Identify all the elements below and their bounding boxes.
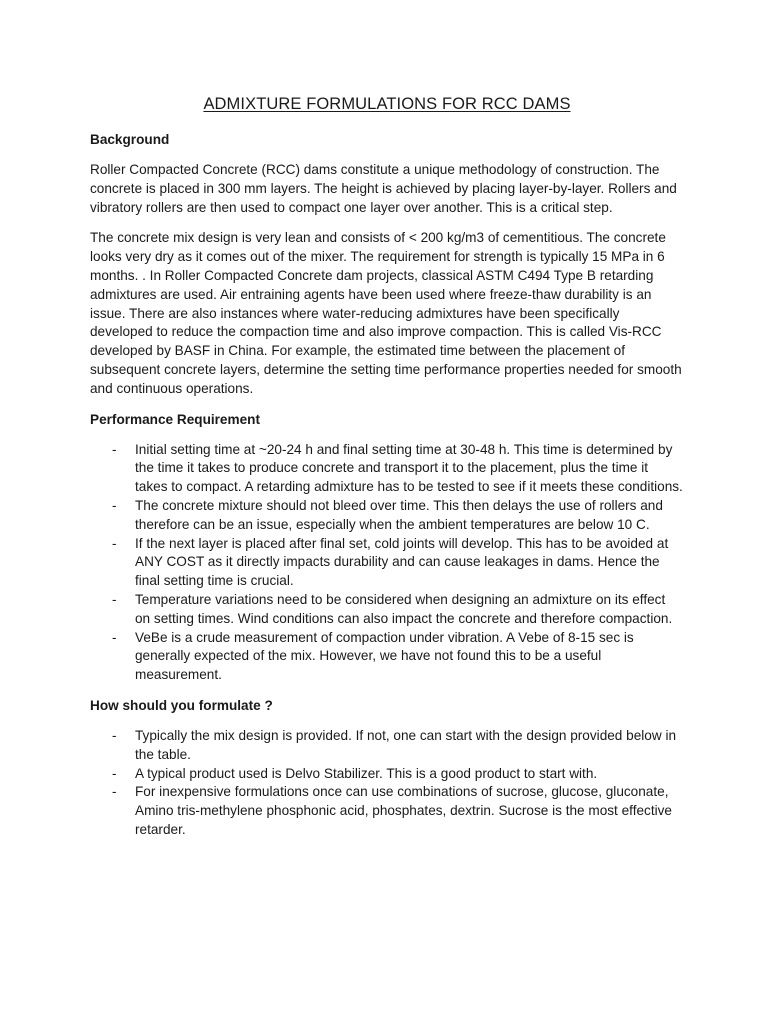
list-item-text: A typical product used is Delvo Stabilizer. This is a good product to start with. bbox=[135, 765, 598, 781]
list-item bbox=[90, 535, 684, 591]
list-item-text: Typically the mix design is provided. If not, one can start with the design provided below in the table. bbox=[135, 727, 677, 762]
list-item bbox=[90, 629, 684, 685]
list-item bbox=[90, 497, 684, 535]
list-item bbox=[90, 765, 684, 784]
dash-bullet: - bbox=[112, 765, 117, 781]
performance-list bbox=[90, 441, 684, 685]
dash-bullet: - bbox=[112, 441, 117, 457]
list-item-text: Initial setting time at ~20-24 h and final setting time at 30-48 h. This time is determined by the time it takes to produce concrete and transport it to the placement, plus the time it takes to compact. A retarding admixture has to be tested to see if it meets these conditions. bbox=[135, 441, 683, 495]
dash-bullet: - bbox=[112, 535, 117, 551]
performance-heading: Performance Requirement bbox=[90, 411, 260, 427]
formulate-list bbox=[90, 727, 684, 840]
list-item-text: The concrete mixture should not bleed over time. This then delays the use of rollers and therefore can be an issue, especially when the ambient temperatures are below 10 C. bbox=[135, 497, 663, 532]
background-paragraph-2: The concrete mix design is very lean and consists of < 200 kg/m3 of cementitious. The concrete looks very dry as it comes out of the mixer. The requirement for strength is typically 15 MPa in 6 months. . In Roller Compacted Concrete dam projects, classical ASTM C494 Type B retarding admixtures are used. Air entraining agents have been used where freeze-thaw durability is an issue. There are also instances where water-reducing admixtures have been specifically developed to reduce the compaction time and also improve compaction. This is called Vis-RCC developed by BASF in China. For example, the estimated time between the placement of subsequent concrete layers, determine the setting time performance properties needed for smooth and continuous operations. bbox=[90, 230, 682, 396]
dash-bullet: - bbox=[112, 497, 117, 513]
list-item bbox=[90, 441, 684, 497]
list-item bbox=[90, 727, 684, 765]
dash-bullet: - bbox=[112, 727, 117, 743]
list-item-text: Temperature variations need to be considered when designing an admixture on its effect on setting times. Wind conditions can also impact the concrete and therefore compaction. bbox=[135, 591, 673, 626]
dash-bullet: - bbox=[112, 784, 117, 800]
dash-bullet: - bbox=[112, 591, 117, 607]
document-title: ADMIXTURE FORMULATIONS FOR RCC DAMS bbox=[203, 95, 571, 113]
list-item-text: For inexpensive formulations once can use combinations of sucrose, glucose, gluconate, Amino tris-methylene phosphonic acid, phosphates, dextrin. Sucrose is the most effective retarder. bbox=[135, 784, 672, 837]
list-item-text: VeBe is a crude measurement of compaction under vibration. A Vebe of 8-15 sec is generally expected of the mix. However, we have not found this to be a useful measurement. bbox=[135, 629, 634, 683]
formulate-heading: How should you formulate ? bbox=[90, 697, 273, 713]
dash-bullet: - bbox=[112, 629, 117, 645]
background-heading: Background bbox=[90, 132, 170, 147]
background-paragraph-1: Roller Compacted Concrete (RCC) dams constitute a unique methodology of construction. The concrete is placed in 300 mm layers. The height is achieved by placing layer-by-layer. Rollers and vibratory rollers are then used to compact one layer over another. This is a critical step. bbox=[90, 162, 677, 215]
document-page bbox=[90, 93, 684, 852]
list-item-text: If the next layer is placed after final set, cold joints will develop. This has to be avoided at ANY COST as it directly impacts durability and can cause leakages in dams. Hence the final setting time is crucial. bbox=[135, 535, 669, 589]
list-item bbox=[90, 783, 684, 839]
list-item bbox=[90, 591, 684, 629]
